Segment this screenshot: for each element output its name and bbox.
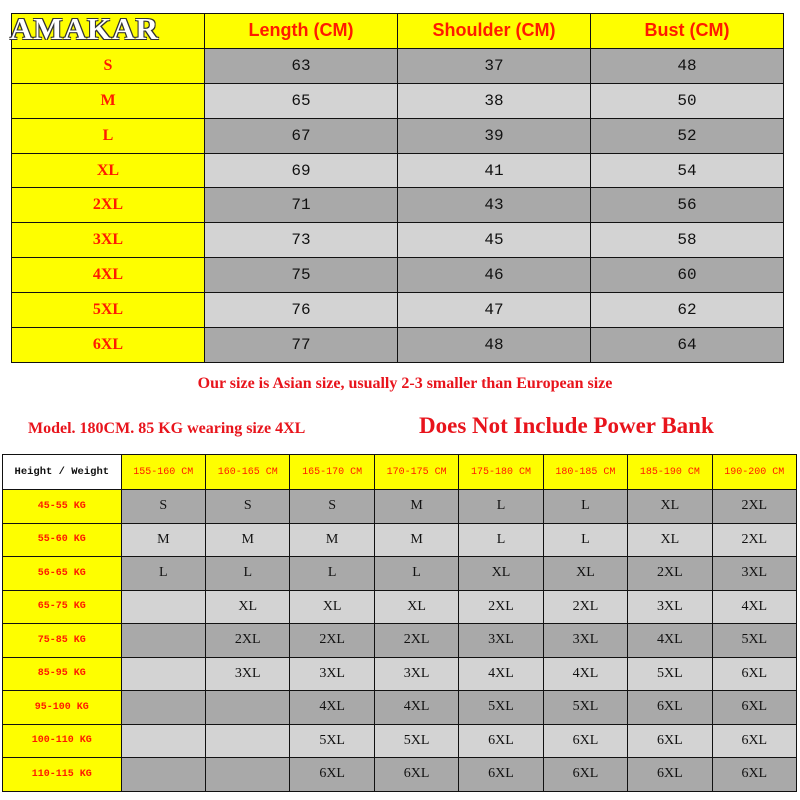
bust-header: Bust (CM) — [591, 14, 784, 49]
power-bank-note: Does Not Include Power Bank — [419, 413, 714, 438]
weight-row — [3, 758, 797, 792]
recommended-size-cell: L — [543, 523, 627, 557]
recommended-size-cell: 6XL — [374, 758, 458, 792]
recommended-size-cell — [206, 758, 290, 792]
size-chart-header-row — [12, 14, 784, 49]
recommended-size-cell: L — [206, 557, 290, 591]
asian-size-note: Our size is Asian size, usually 2-3 smaller than European size — [197, 375, 613, 392]
recommended-size-cell — [121, 657, 205, 691]
shoulder-value: 37 — [398, 48, 591, 83]
recommended-size-cell: 6XL — [628, 691, 712, 725]
recommended-size-cell: 3XL — [459, 624, 543, 658]
bust-value: 64 — [591, 328, 784, 363]
bust-value: 62 — [591, 293, 784, 328]
bust-value: 48 — [591, 48, 784, 83]
recommended-size-cell: XL — [628, 523, 712, 557]
weight-label: 65-75 KG — [3, 590, 122, 624]
recommended-size-cell: 5XL — [459, 691, 543, 725]
size-label: 2XL — [12, 188, 205, 223]
weight-row — [3, 557, 797, 591]
length-value: 75 — [205, 258, 398, 293]
recommended-size-cell: 4XL — [374, 691, 458, 725]
recommended-size-cell: 2XL — [712, 523, 796, 557]
bust-value: 50 — [591, 83, 784, 118]
height-header: 175-180 CM — [459, 455, 543, 490]
recommended-size-cell: M — [206, 523, 290, 557]
recommended-size-cell: L — [543, 490, 627, 524]
recommended-size-cell: 6XL — [712, 691, 796, 725]
size-row — [12, 328, 784, 363]
recommended-size-cell: 6XL — [628, 724, 712, 758]
size-label: 4XL — [12, 258, 205, 293]
recommended-size-cell — [206, 691, 290, 725]
recommended-size-cell: 6XL — [459, 758, 543, 792]
weight-row — [3, 657, 797, 691]
recommended-size-cell: L — [459, 490, 543, 524]
recommended-size-cell: 3XL — [628, 590, 712, 624]
length-value: 67 — [205, 118, 398, 153]
recommended-size-cell: 3XL — [374, 657, 458, 691]
recommended-size-cell — [206, 724, 290, 758]
shoulder-value: 48 — [398, 328, 591, 363]
bust-value: 58 — [591, 223, 784, 258]
height-header: 165-170 CM — [290, 455, 374, 490]
recommended-size-cell: 2XL — [290, 624, 374, 658]
height-header: 160-165 CM — [206, 455, 290, 490]
weight-row — [3, 523, 797, 557]
recommended-size-cell: 4XL — [290, 691, 374, 725]
recommended-size-cell: XL — [206, 590, 290, 624]
recommended-size-cell: L — [374, 557, 458, 591]
size-label: M — [12, 83, 205, 118]
recommended-size-cell — [121, 590, 205, 624]
size-row — [12, 48, 784, 83]
recommended-size-cell: 2XL — [543, 590, 627, 624]
recommended-size-cell: M — [121, 523, 205, 557]
weight-row — [3, 724, 797, 758]
size-label: XL — [12, 153, 205, 188]
weight-label: 75-85 KG — [3, 624, 122, 658]
recommended-size-cell: 3XL — [543, 624, 627, 658]
recommended-size-cell: 6XL — [543, 758, 627, 792]
recommended-size-cell: 2XL — [374, 624, 458, 658]
length-value: 65 — [205, 83, 398, 118]
shoulder-value: 41 — [398, 153, 591, 188]
length-value: 69 — [205, 153, 398, 188]
recommended-size-cell: 5XL — [712, 624, 796, 658]
weight-row — [3, 490, 797, 524]
recommended-size-cell: L — [121, 557, 205, 591]
recommended-size-cell — [121, 758, 205, 792]
recommended-size-cell: L — [459, 523, 543, 557]
size-label: S — [12, 48, 205, 83]
bust-value: 52 — [591, 118, 784, 153]
weight-row — [3, 691, 797, 725]
size-chart-table — [11, 13, 784, 363]
length-header: Length (CM) — [205, 14, 398, 49]
recommended-size-cell: 6XL — [712, 758, 796, 792]
recommended-size-cell: XL — [628, 490, 712, 524]
recommended-size-cell: 6XL — [543, 724, 627, 758]
shoulder-value: 47 — [398, 293, 591, 328]
shoulder-value: 38 — [398, 83, 591, 118]
weight-label: 45-55 KG — [3, 490, 122, 524]
height-weight-corner: Height / Weight — [3, 455, 122, 490]
recommended-size-cell: M — [374, 523, 458, 557]
weight-row — [3, 624, 797, 658]
weight-label: 85-95 KG — [3, 657, 122, 691]
recommended-size-cell: 3XL — [290, 657, 374, 691]
recommended-size-cell: 5XL — [543, 691, 627, 725]
recommended-size-cell: 6XL — [628, 758, 712, 792]
height-header: 170-175 CM — [374, 455, 458, 490]
recommended-size-cell: 2XL — [712, 490, 796, 524]
recommended-size-cell: XL — [374, 590, 458, 624]
model-note: Model. 180CM. 85 KG wearing size 4XL — [28, 420, 306, 437]
recommended-size-cell: 4XL — [628, 624, 712, 658]
recommended-size-cell: 6XL — [290, 758, 374, 792]
recommended-size-cell: 4XL — [543, 657, 627, 691]
length-value: 73 — [205, 223, 398, 258]
recommended-size-cell: L — [290, 557, 374, 591]
length-value: 63 — [205, 48, 398, 83]
shoulder-value: 45 — [398, 223, 591, 258]
length-value: 76 — [205, 293, 398, 328]
size-label: 5XL — [12, 293, 205, 328]
recommended-size-cell: XL — [459, 557, 543, 591]
recommended-size-cell: 3XL — [712, 557, 796, 591]
recommended-size-cell — [121, 624, 205, 658]
shoulder-value: 46 — [398, 258, 591, 293]
size-row — [12, 83, 784, 118]
size-row — [12, 153, 784, 188]
height-header: 180-185 CM — [543, 455, 627, 490]
recommended-size-cell: 5XL — [290, 724, 374, 758]
recommended-size-cell: 6XL — [712, 657, 796, 691]
length-value: 77 — [205, 328, 398, 363]
recommended-size-cell: 5XL — [374, 724, 458, 758]
recommended-size-cell: 5XL — [628, 657, 712, 691]
recommended-size-cell: M — [374, 490, 458, 524]
length-value: 71 — [205, 188, 398, 223]
size-row — [12, 258, 784, 293]
weight-label: 56-65 KG — [3, 557, 122, 591]
recommended-size-cell: XL — [543, 557, 627, 591]
height-header: 190-200 CM — [712, 455, 796, 490]
recommended-size-cell: 6XL — [712, 724, 796, 758]
weight-label: 55-60 KG — [3, 523, 122, 557]
weight-row — [3, 590, 797, 624]
recommended-size-cell: 2XL — [628, 557, 712, 591]
height-header: 155-160 CM — [121, 455, 205, 490]
size-label: 6XL — [12, 328, 205, 363]
recommended-size-cell: 4XL — [459, 657, 543, 691]
recommended-size-cell: M — [290, 523, 374, 557]
recommended-size-cell: S — [290, 490, 374, 524]
weight-label: 100-110 KG — [3, 724, 122, 758]
size-row — [12, 223, 784, 258]
height-header: 185-190 CM — [628, 455, 712, 490]
size-row — [12, 118, 784, 153]
size-row — [12, 188, 784, 223]
bust-value: 54 — [591, 153, 784, 188]
recommended-size-cell: 2XL — [459, 590, 543, 624]
size-row — [12, 293, 784, 328]
recommended-size-cell: 2XL — [206, 624, 290, 658]
height-header-row — [3, 455, 797, 490]
size-label: 3XL — [12, 223, 205, 258]
recommended-size-cell: 6XL — [459, 724, 543, 758]
shoulder-value: 43 — [398, 188, 591, 223]
recommended-size-cell — [121, 724, 205, 758]
bust-value: 60 — [591, 258, 784, 293]
size-label: L — [12, 118, 205, 153]
recommended-size-cell: XL — [290, 590, 374, 624]
height-weight-table — [2, 454, 797, 792]
recommended-size-cell — [121, 691, 205, 725]
recommended-size-cell: 4XL — [712, 590, 796, 624]
shoulder-value: 39 — [398, 118, 591, 153]
bust-value: 56 — [591, 188, 784, 223]
brand-header-cell — [10, 11, 205, 49]
shoulder-header: Shoulder (CM) — [398, 14, 591, 49]
brand-logo: AMAKAR — [10, 11, 159, 46]
weight-label: 110-115 KG — [3, 758, 122, 792]
recommended-size-cell: 3XL — [206, 657, 290, 691]
recommended-size-cell: S — [121, 490, 205, 524]
weight-label: 95-100 KG — [3, 691, 122, 725]
recommended-size-cell: S — [206, 490, 290, 524]
